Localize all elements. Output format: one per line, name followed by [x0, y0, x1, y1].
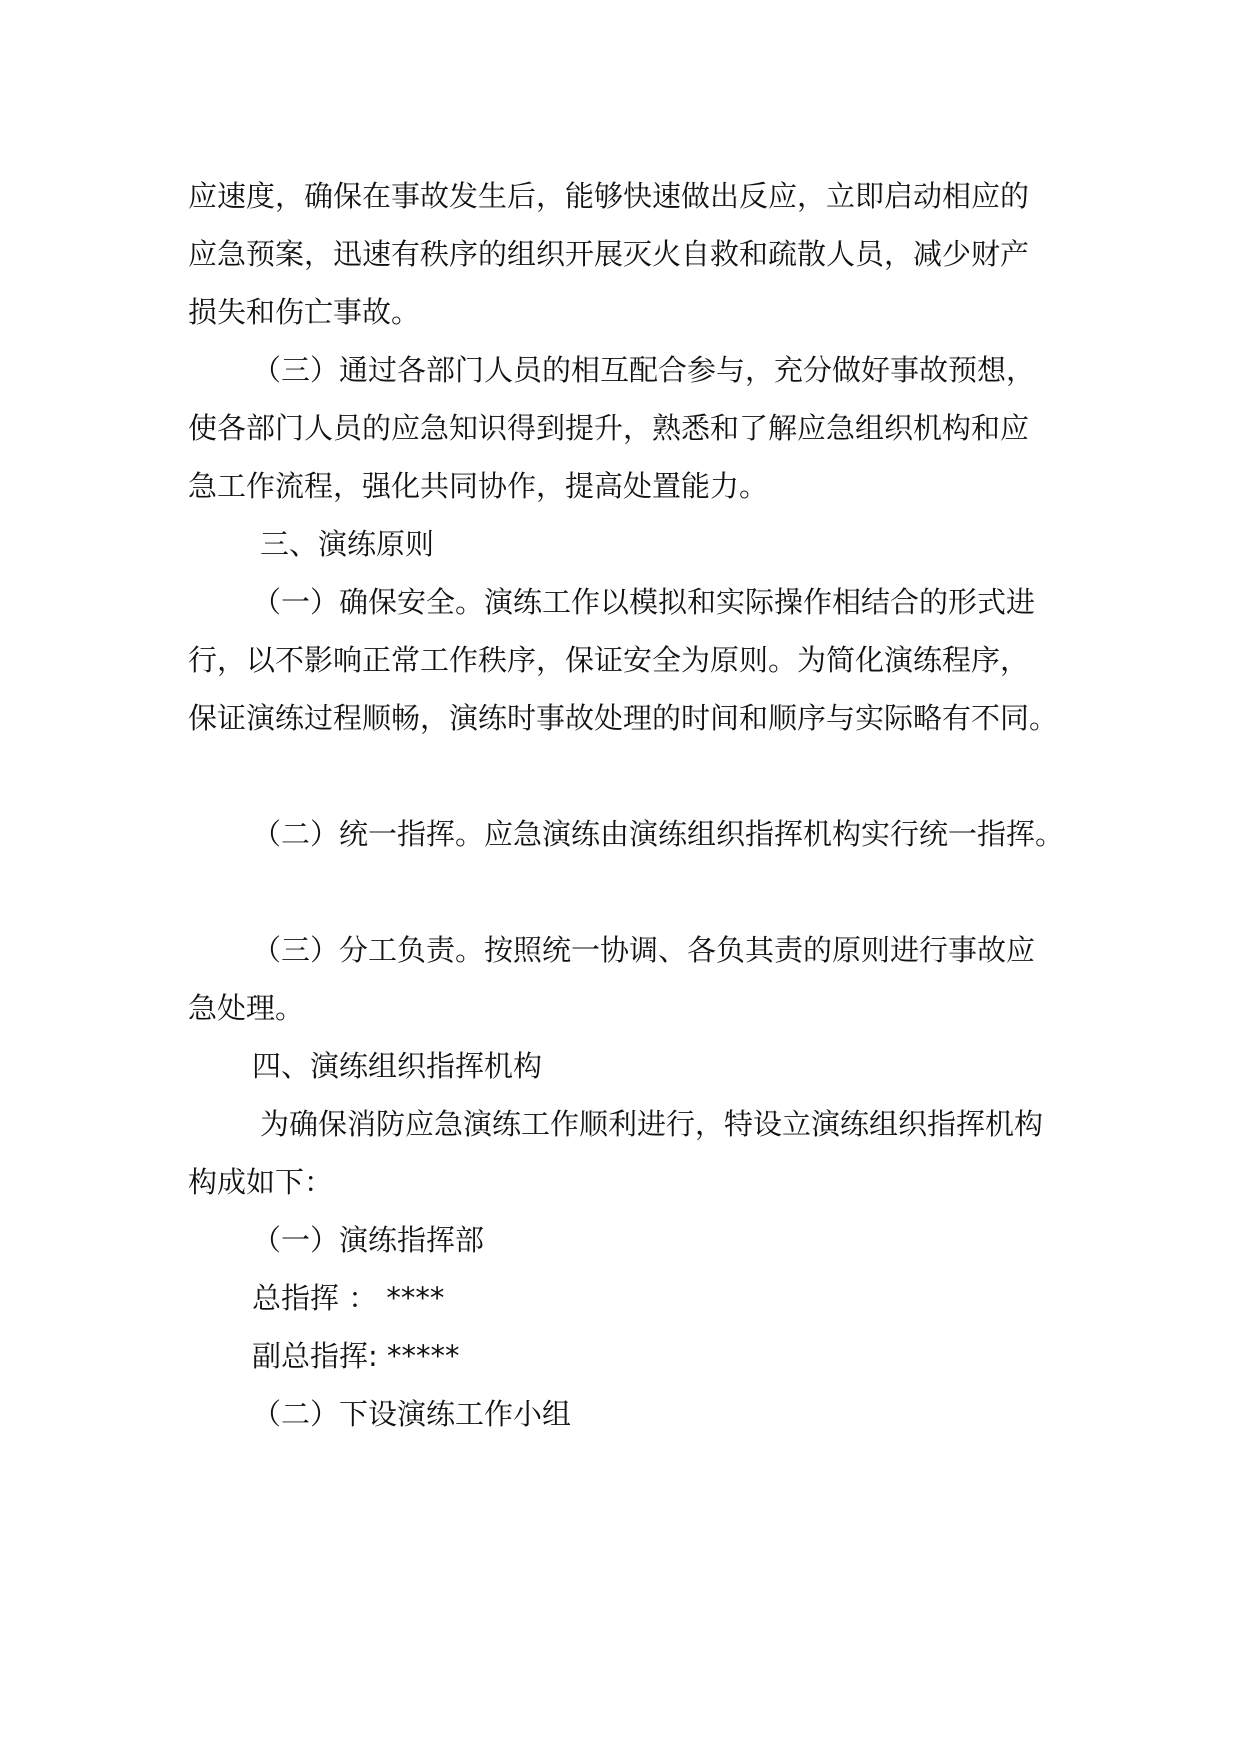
text-line: （一）确保安全。演练工作以模拟和实际操作相结合的形式进 — [252, 585, 1036, 619]
paragraph-line — [252, 582, 1035, 622]
text-line: 急处理。 — [188, 991, 305, 1025]
text-line: （二）统一指挥。应急演练由演练组织指挥机构实行统一指挥。 — [252, 817, 1065, 851]
text-line: 损失和伤亡事故。 — [188, 295, 421, 329]
text-line: 使各部门人员的应急知识得到提升，熟悉和了解应急组织机构和应 — [188, 411, 1030, 445]
text-line: 四、演练组织指挥机构 — [252, 1049, 543, 1083]
paragraph-line — [188, 466, 768, 506]
paragraph-line — [188, 234, 1029, 274]
subheading — [252, 1394, 571, 1434]
paragraph-line — [188, 292, 420, 332]
paragraph-line — [252, 814, 1064, 854]
section-heading — [252, 1046, 542, 1086]
paragraph-line — [188, 408, 1029, 448]
text-line: （三）通过各部门人员的相互配合参与，充分做好事故预想， — [252, 353, 1036, 387]
list-item — [252, 1278, 444, 1318]
text-line: （一）演练指挥部 — [252, 1223, 485, 1257]
paragraph-line — [252, 930, 1035, 970]
subheading — [252, 1220, 484, 1260]
text-line: （二）下设演练工作小组 — [252, 1397, 572, 1431]
paragraph-line — [188, 640, 1029, 680]
text-line: 构成如下： — [188, 1165, 334, 1199]
text-line: 行，以不影响正常工作秩序，保证安全为原则。为简化演练程序， — [188, 643, 1030, 677]
paragraph-line — [260, 1104, 1043, 1144]
section-heading — [260, 524, 434, 564]
list-item — [252, 1336, 460, 1376]
text-line: 应急预案，迅速有秩序的组织开展灭火自救和疏散人员，减少财产 — [188, 237, 1030, 271]
paragraph-line — [188, 988, 304, 1028]
paragraph-line — [188, 698, 1058, 738]
paragraph-line — [188, 176, 1029, 216]
text-line: 急工作流程，强化共同协作，提高处置能力。 — [188, 469, 769, 503]
paragraph-line — [188, 1162, 333, 1202]
text-line: 保证演练过程顺畅，演练时事故处理的时间和顺序与实际略有不同。 — [188, 701, 1059, 735]
text-line: （三）分工负责。按照统一协调、各负其责的原则进行事故应 — [252, 933, 1036, 967]
text-line: 总指挥 ： **** — [252, 1281, 445, 1315]
text-line: 三、演练原则 — [260, 527, 435, 561]
text-line: 为确保消防应急演练工作顺利进行，特设立演练组织指挥机构 — [260, 1107, 1044, 1141]
text-line: 应速度，确保在事故发生后，能够快速做出反应，立即启动相应的 — [188, 179, 1030, 213]
paragraph-line — [252, 350, 1035, 390]
text-line: 副总指挥: ***** — [252, 1339, 460, 1373]
